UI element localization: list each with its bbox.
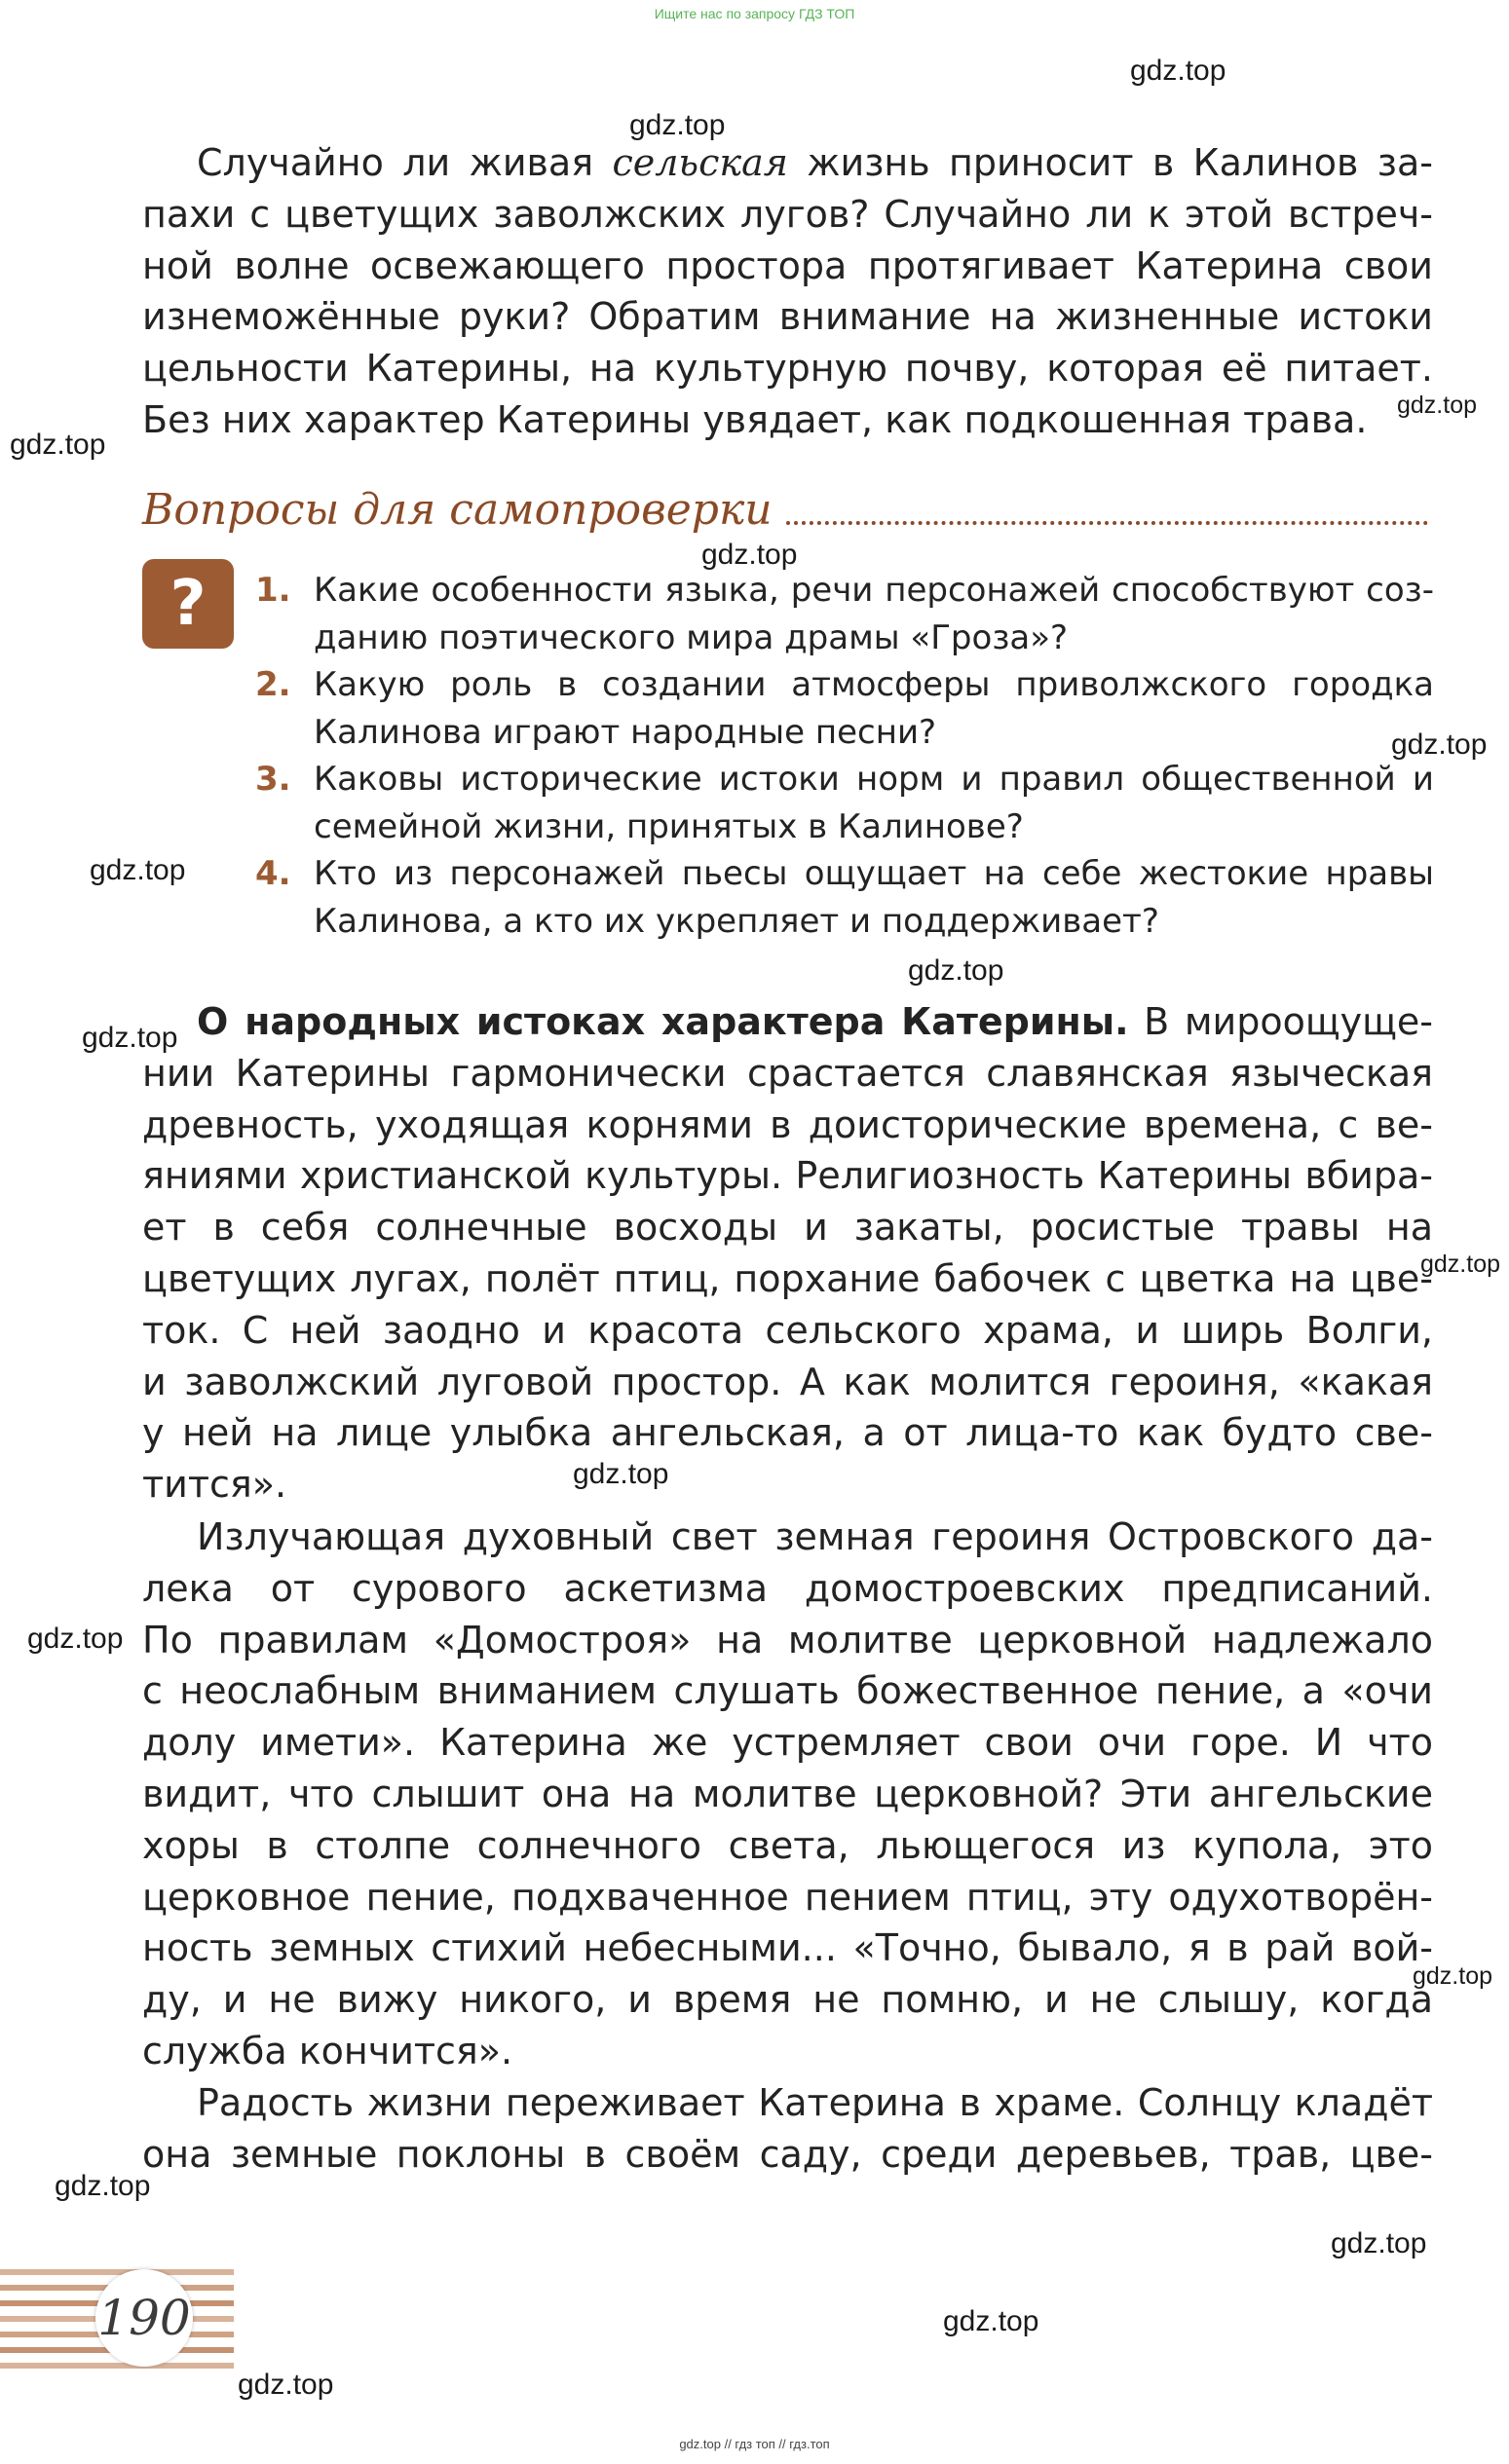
text-line: Без них характер Катерины увядает, как подкошенная трава. bbox=[142, 397, 1368, 441]
paragraph-3 bbox=[142, 1512, 1433, 2077]
paragraph-section2 bbox=[142, 996, 1433, 1511]
question-line: Каковы исторические истоки норм и правил общественной и bbox=[314, 760, 1434, 799]
text-line: и заволжский луговой простор. А как молится героиня, «какая bbox=[142, 1360, 1433, 1403]
question-number: 3. bbox=[255, 760, 291, 799]
watermark: gdz.top bbox=[943, 2305, 1039, 2337]
text-line: служба кончится». bbox=[142, 2029, 513, 2072]
question-line: данию поэтического мира драмы «Гроза»? bbox=[314, 617, 1069, 657]
question-line: Калинова играют народные песни? bbox=[314, 712, 937, 752]
question-mark-icon: ? bbox=[142, 559, 234, 649]
question-item bbox=[255, 567, 1434, 661]
watermark: gdz.top bbox=[27, 1623, 124, 1655]
question-list bbox=[255, 567, 1434, 945]
watermark: gdz.top bbox=[701, 539, 798, 571]
text-line: она земные поклоны в своём саду, среди деревьев, трав, цве- bbox=[142, 2132, 1433, 2176]
watermark: gdz.top bbox=[238, 2369, 334, 2401]
watermark: gdz.top bbox=[82, 1022, 178, 1054]
question-item bbox=[255, 756, 1434, 850]
text-line: видит, что слышит она на молитве церковной? Эти ангельские bbox=[142, 1772, 1433, 1815]
text-line: нии Катерины гармонически срастается славянская языческая bbox=[142, 1051, 1433, 1095]
italic-word: сельская bbox=[612, 141, 788, 184]
question-number: 4. bbox=[255, 854, 291, 893]
text-line: церковное пение, подхваченное пением птиц, эту одухотворён- bbox=[142, 1875, 1433, 1919]
paragraph-4 bbox=[142, 2077, 1433, 2181]
watermark: gdz.top bbox=[1413, 1962, 1493, 1990]
text-line: ной волне освежающего простора протягивает Катерина свои bbox=[142, 243, 1433, 287]
dotted-leader bbox=[786, 521, 1428, 525]
question-line: Какие особенности языка, речи персонажей способствуют соз- bbox=[314, 571, 1434, 610]
text-line: Излучающая духовный свет земная героиня Островского да- bbox=[197, 1515, 1433, 1558]
text-line: с неослабным вниманием слушать божественное пение, а «очи bbox=[142, 1669, 1433, 1713]
text-line: Радость жизни переживает Катерина в храме. Солнцу кладёт bbox=[197, 2081, 1433, 2124]
text-line: ет в себя солнечные восходы и закаты, росистые травы на bbox=[142, 1206, 1433, 1250]
watermark: gdz.top bbox=[573, 1458, 669, 1490]
text-line: цветущих лугах, полёт птиц, порхание бабочек с цветка на цве- bbox=[142, 1256, 1433, 1300]
self-check-title: Вопросы для самопроверки bbox=[142, 485, 1428, 535]
text-line: По правилам «Домостроя» на молитве церковной надлежало bbox=[142, 1618, 1433, 1661]
paragraph-intro bbox=[142, 137, 1433, 446]
watermark: gdz.top bbox=[1130, 55, 1226, 87]
text-line: хоры в столпе солнечного света, льющегося из купола, это bbox=[142, 1823, 1433, 1867]
text-line: лека от сурового аскетизма домостроевских предписаний. bbox=[142, 1566, 1433, 1610]
watermark: gdz.top bbox=[10, 429, 106, 461]
watermark: gdz.top bbox=[1397, 392, 1478, 419]
question-line: Калинова, а кто их укрепляет и поддерживает? bbox=[314, 901, 1159, 941]
top-banner: Ищите нас по запросу ГДЗ ТОП bbox=[654, 6, 855, 21]
text-line: древность, уходящая корнями в доисторические времена, с ве- bbox=[142, 1102, 1433, 1146]
text-line: ток. С ней заодно и красота сельского храма, и ширь Волги, bbox=[142, 1308, 1433, 1352]
watermark: gdz.top bbox=[1331, 2227, 1427, 2259]
section-heading: О народных истоках характера Катерины. bbox=[197, 1000, 1129, 1043]
text-line: долу имети». Катерина же устремляет свои очи горе. И что bbox=[142, 1721, 1433, 1765]
watermark: gdz.top bbox=[908, 954, 1004, 987]
watermark: gdz.top bbox=[629, 109, 726, 141]
watermark: gdz.top bbox=[1420, 1251, 1501, 1278]
page-number: 190 bbox=[95, 2269, 193, 2367]
text-line: Случайно ли живая сельская жизнь приносит в Калинов за- bbox=[197, 141, 1433, 184]
text-line: изнеможённые руки? Обратим внимание на жизненные истоки bbox=[142, 295, 1433, 339]
watermark: gdz.top bbox=[1391, 728, 1488, 761]
text-line: цельности Катерины, на культурную почву, которая её питает. bbox=[142, 347, 1433, 391]
watermark: gdz.top bbox=[55, 2170, 151, 2202]
text-line: О народных истоках характера Катерины. В мироощуще- bbox=[197, 1000, 1434, 1043]
question-line: Кто из персонажей пьесы ощущает на себе жестокие нравы bbox=[314, 854, 1434, 893]
text-line: у ней на лице улыбка ангельская, а от лица-то как будто све- bbox=[142, 1411, 1433, 1455]
bottom-banner: gdz.top // гдз топ // гдз.топ bbox=[679, 2437, 830, 2451]
text-line: ду, и не вижу никого, и время не помню, и не слышу, когда bbox=[142, 1978, 1433, 2022]
text-line: тится». bbox=[142, 1463, 287, 1507]
question-number: 2. bbox=[255, 665, 291, 704]
text-line: яниями христианской культуры. Религиозность Катерины вбира- bbox=[142, 1154, 1433, 1198]
question-item bbox=[255, 850, 1434, 945]
text-line: ность земных стихий небесными... «Точно, бывало, я в рай вой- bbox=[142, 1926, 1433, 1970]
question-number: 1. bbox=[255, 571, 291, 610]
watermark: gdz.top bbox=[90, 854, 186, 886]
question-line: семейной жизни, принятых в Калинове? bbox=[314, 806, 1024, 846]
text-line: пахи с цветущих заволжских лугов? Случайно ли к этой встреч- bbox=[142, 192, 1433, 236]
question-item bbox=[255, 661, 1434, 756]
question-line: Какую роль в создании атмосферы приволжского городка bbox=[314, 665, 1434, 704]
